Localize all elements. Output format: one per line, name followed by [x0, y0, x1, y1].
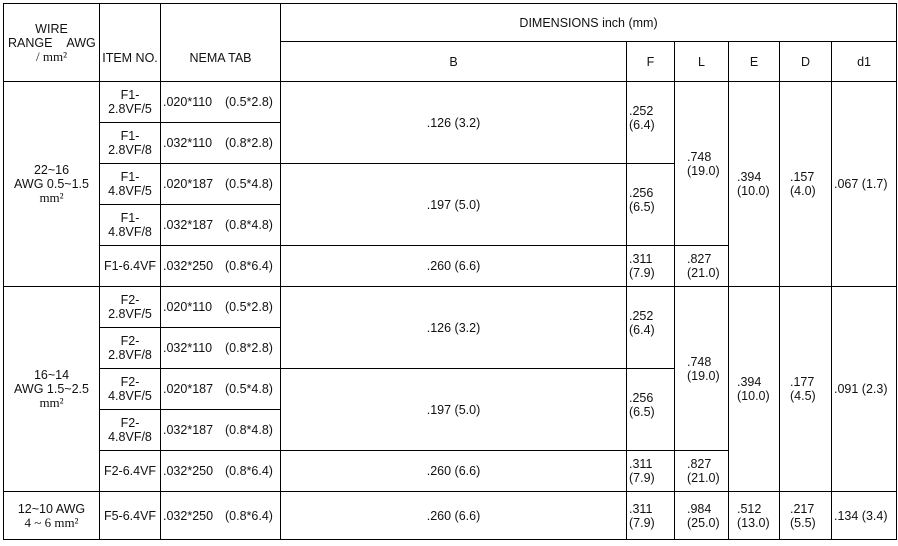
nema-tab-inch: .032*110: [163, 136, 213, 150]
dim-e-cell: .394 (10.0): [729, 82, 780, 287]
terminal-dimensions-table: [3, 3, 897, 540]
nema-tab-inch: .032*250: [163, 259, 214, 273]
item-no-cell: F2- 2.8VF/8: [100, 328, 161, 369]
item-no-cell: F2- 2.8VF/5: [100, 287, 161, 328]
header-nema-tab: NEMA TAB: [161, 4, 281, 82]
item-no-cell: F2- 4.8VF/8: [100, 410, 161, 451]
wire-range-line: mm²: [39, 395, 64, 410]
item-no-cell: F2-6.4VF: [100, 451, 161, 492]
dim-f-cell: .311 (7.9): [627, 246, 675, 287]
nema-tab-inch: .032*187: [163, 423, 214, 437]
dim-b-cell: .260 (6.6): [281, 451, 627, 492]
nema-tab-mm: (0.8*6.4): [225, 259, 273, 273]
wire-range-line: 22~16: [33, 163, 70, 177]
nema-tab-inch: .020*187: [163, 382, 214, 396]
nema-tab-inch: .020*187: [163, 177, 214, 191]
dim-b-cell: .197 (5.0): [281, 164, 627, 246]
dim-l-cell: .827 (21.0): [675, 246, 729, 287]
nema-tab-cell: [161, 451, 281, 492]
wire-range-line: 12~10 AWG: [17, 501, 86, 516]
header-wire-range: [4, 4, 100, 82]
dim-b-cell: .260 (6.6): [281, 492, 627, 540]
nema-tab-mm: (0.8*4.8): [225, 218, 273, 232]
header-col-d: D: [780, 42, 832, 82]
nema-tab-cell: [161, 123, 281, 164]
header-range-label: RANGE: [8, 35, 53, 50]
dim-f-cell: .256 (6.5): [627, 369, 675, 451]
dim-b-cell: .260 (6.6): [281, 246, 627, 287]
header-col-f: F: [627, 42, 675, 82]
dim-d-cell: .177 (4.5): [780, 287, 832, 492]
dim-d1-cell: .134 (3.4): [832, 492, 897, 540]
nema-tab-cell: [161, 328, 281, 369]
dim-e-cell: .512 (13.0): [729, 492, 780, 540]
nema-tab-mm: (0.8*2.8): [225, 341, 273, 355]
dim-d-cell: .157 (4.0): [780, 82, 832, 287]
nema-tab-inch: .020*110: [163, 95, 213, 109]
nema-tab-mm: (0.8*6.4): [225, 508, 273, 523]
nema-tab-cell: [161, 246, 281, 287]
header-col-b: B: [281, 42, 627, 82]
header-awg-label: AWG: [66, 35, 96, 50]
nema-tab-mm: (0.5*2.8): [225, 300, 273, 314]
wire-range-line: 4 ~ 6 mm²: [24, 514, 79, 530]
header-col-d1: d1: [832, 42, 897, 82]
nema-tab-cell: [161, 287, 281, 328]
item-no-cell: F1- 2.8VF/8: [100, 123, 161, 164]
wire-range-cell: [4, 492, 100, 540]
item-no-cell: F1- 2.8VF/5: [100, 82, 161, 123]
item-no-cell: F2- 4.8VF/5: [100, 369, 161, 410]
dim-f-cell: .252 (6.4): [627, 82, 675, 164]
dim-b-cell: .197 (5.0): [281, 369, 627, 451]
wire-range-cell: [4, 82, 100, 287]
nema-tab-mm: (0.5*2.8): [225, 95, 273, 109]
dim-l-cell: .827 (21.0): [675, 451, 729, 492]
dim-f-cell: .311 (7.9): [627, 451, 675, 492]
header-mm2-label: / mm²: [36, 48, 67, 64]
dim-f-cell: .252 (6.4): [627, 287, 675, 369]
nema-tab-cell: [161, 369, 281, 410]
dim-b-cell: .126 (3.2): [281, 82, 627, 164]
nema-tab-mm: (0.8*6.4): [225, 464, 273, 478]
nema-tab-inch: .032*250: [163, 508, 214, 523]
dim-l-cell: .984 (25.0): [675, 492, 729, 540]
wire-range-line: AWG 0.5~1.5: [14, 177, 89, 191]
nema-tab-inch: .032*187: [163, 218, 214, 232]
item-no-cell: F1- 4.8VF/5: [100, 164, 161, 205]
dim-b-cell: .126 (3.2): [281, 287, 627, 369]
header-item-no: ITEM NO.: [100, 4, 161, 82]
nema-tab-mm: (0.5*4.8): [225, 382, 273, 396]
item-no-cell: F1-6.4VF: [100, 246, 161, 287]
header-col-e: E: [729, 42, 780, 82]
nema-tab-inch: .020*110: [163, 300, 213, 314]
nema-tab-cell: [161, 205, 281, 246]
nema-tab-cell: [161, 492, 281, 540]
nema-tab-mm: (0.8*4.8): [225, 423, 273, 437]
dim-d1-cell: .067 (1.7): [832, 82, 897, 287]
wire-range-line: mm²: [39, 190, 64, 205]
nema-tab-cell: [161, 410, 281, 451]
header-wire-label: WIRE: [35, 21, 68, 36]
dim-e-cell: .394 (10.0): [729, 287, 780, 492]
dim-l-cell: .748 (19.0): [675, 82, 729, 246]
wire-range-cell: [4, 287, 100, 492]
header-dimensions: DIMENSIONS inch (mm): [281, 4, 897, 42]
nema-tab-cell: [161, 82, 281, 123]
dim-l-cell: .748 (19.0): [675, 287, 729, 451]
wire-range-line: AWG 1.5~2.5: [14, 382, 89, 396]
nema-tab-inch: .032*110: [163, 341, 213, 355]
dim-d1-cell: .091 (2.3): [832, 287, 897, 492]
item-no-cell: F5-6.4VF: [100, 492, 161, 540]
nema-tab-mm: (0.5*4.8): [225, 177, 273, 191]
nema-tab-mm: (0.8*2.8): [225, 136, 273, 150]
dim-d-cell: .217 (5.5): [780, 492, 832, 540]
header-col-l: L: [675, 42, 729, 82]
nema-tab-cell: [161, 164, 281, 205]
nema-tab-inch: .032*250: [163, 464, 214, 478]
dim-f-cell: .256 (6.5): [627, 164, 675, 246]
item-no-cell: F1- 4.8VF/8: [100, 205, 161, 246]
dim-f-cell: .311 (7.9): [627, 492, 675, 540]
wire-range-line: 16~14: [33, 368, 70, 382]
